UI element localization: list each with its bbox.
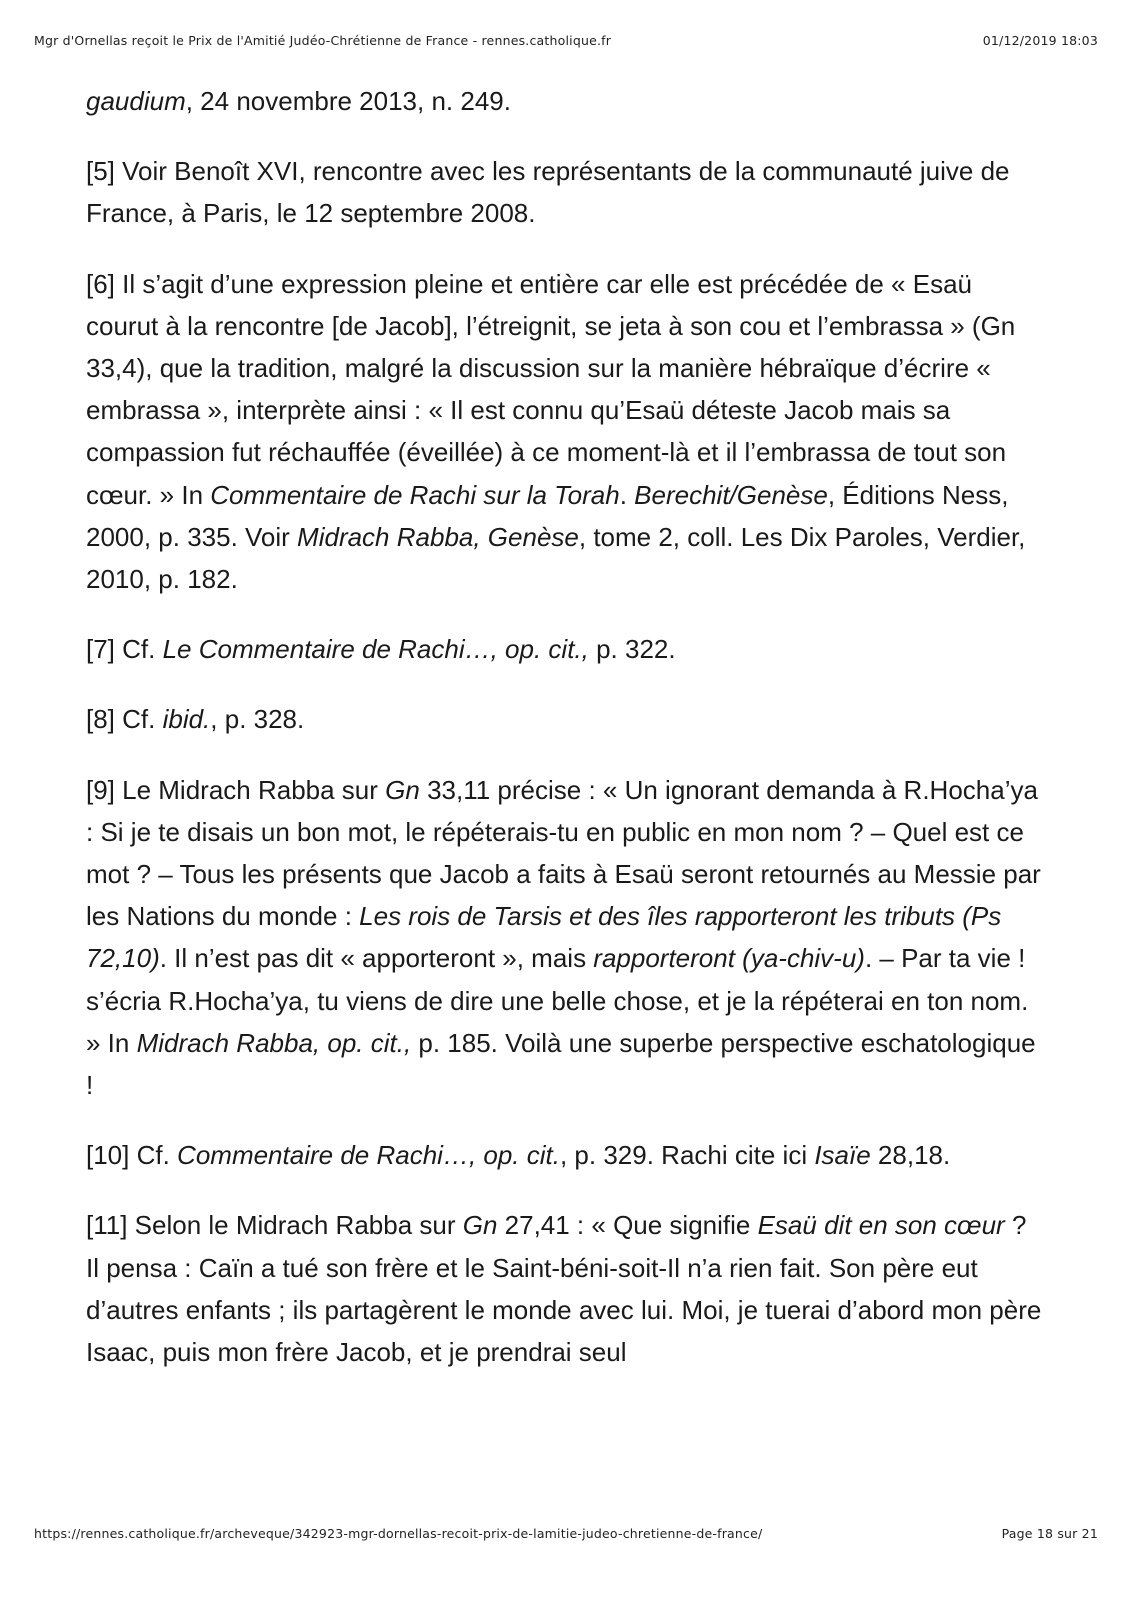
italic-text: Berechit/Genèse [634,479,828,510]
text-run: . Il n’est pas dit « apporteront », mais [159,943,594,974]
italic-text: Midrach Rabba, Genèse [297,521,579,552]
print-footer [34,1526,1098,1541]
footnotes-content [86,80,1046,1401]
text-run: [11] Selon le Midrach Rabba sur [86,1210,463,1241]
text-run: [7] Cf. [86,634,163,665]
italic-text: Les rois de Tarsis et des îles rapporteront les tributs (Ps 72,10) [86,901,1002,974]
text-run: p. 185. Voilà une superbe perspective eschatologique ! [86,1027,1036,1101]
footnote-5 [86,150,1046,234]
text-run: p. 322. [588,634,676,665]
italic-text: rapporteront (ya-chiv-u) [593,943,865,974]
page-title: Mgr d'Ornellas reçoit le Prix de l'Amitié Judéo-Chrétienne de France - rennes.catholique.fr [34,33,612,48]
text-run: , p. 329. Rachi cite ici [559,1140,815,1171]
text-run: [6] Il s’agit d’une expression pleine et entière car elle est précédée de « Esaü courut à la rencontre [de Jacob], l’étreignit, se jeta à son cou et l’embrassa » (Gn 33,4), que la tradition, malgré la discussion sur la manière hébraïque d’écrire « embrassa », interprète ainsi : « Il est connu qu’Esaü déteste Jacob mais sa compassion fut réchauffée (éveillée) à ce moment-là et il l’embrassa de tout son cœur. » In [86,268,1016,510]
italic-text: Isaïe [814,1140,871,1171]
text-run: [9] Le Midrach Rabba sur [86,774,386,805]
text-run: 33,11 précise : « Un ignorant demanda à R.Hocha’ya : Si je te disais un bon mot, le répéterais-tu en public en mon nom ? – Quel est ce mot ? – Tous les présents que Jacob a faits à Esaü seront retournés au Messie par les Nations du monde : [86,774,1041,932]
footnote-8 [86,698,1046,740]
text-run: . – Par ta vie ! s’écria R.Hocha’ya, tu viens de dire une belle chose, et je la répéterai en ton nom. » In [86,943,1029,1058]
italic-text: Gn [385,774,420,805]
footnote-7 [86,628,1046,670]
italic-text: ibid. [162,704,211,735]
text-run: [8] Cf. [86,704,163,735]
italic-text: Le Commentaire de Rachi…, op. cit., [162,634,589,665]
text-run: 27,41 : « Que signifie [497,1210,758,1241]
italic-text: Commentaire de Rachi…, op. cit. [177,1140,560,1171]
print-datetime: 01/12/2019 18:03 [982,33,1098,48]
text-run: ? Il pensa : Caïn a tué son frère et le Saint-béni-soit-Il n’a rien fait. Son père eut d’autres enfants ; ils partagèrent le monde avec lui. Moi, je tuerai d’abord mon père Isaac, puis mon frère Jacob, et je prendrai seul [86,1210,1042,1368]
text-run: , tome 2, coll. Les Dix Paroles, Verdier, 2010, p. 182. [86,521,1026,595]
text-run: 28,18. [870,1140,951,1171]
footnote-10 [86,1134,1046,1176]
text-run: [10] Cf. [86,1140,178,1171]
footnote-6 [86,263,1046,601]
footnote-9 [86,769,1046,1107]
footnote-11 [86,1204,1046,1373]
print-header [34,33,1098,48]
text-run: [5] Voir Benoît XVI, rencontre avec les représentants de la communauté juive de France, à Paris, le 12 septembre 2008. [86,156,1010,229]
italic-text: Esaü dit en son cœur [757,1210,1005,1241]
text-run: , Éditions Ness, 2000, p. 335. Voir [86,479,1009,552]
italic-text: gaudium [86,86,186,116]
italic-text: Midrach Rabba, op. cit., [136,1027,412,1058]
page-number: Page 18 sur 21 [1001,1526,1098,1541]
italic-text: Gn [462,1210,498,1241]
text-run: , p. 328. [210,704,305,735]
text-run: , 24 novembre 2013, n. 249. [185,86,511,116]
footnote-4-tail [86,80,1046,122]
italic-text: Commentaire de Rachi sur la Torah [210,479,620,510]
text-run: . [619,479,635,510]
page-url: https://rennes.catholique.fr/archeveque/342923-mgr-dornellas-recoit-prix-de-lamitie-judeo-chretienne-de-france/ [34,1526,763,1541]
